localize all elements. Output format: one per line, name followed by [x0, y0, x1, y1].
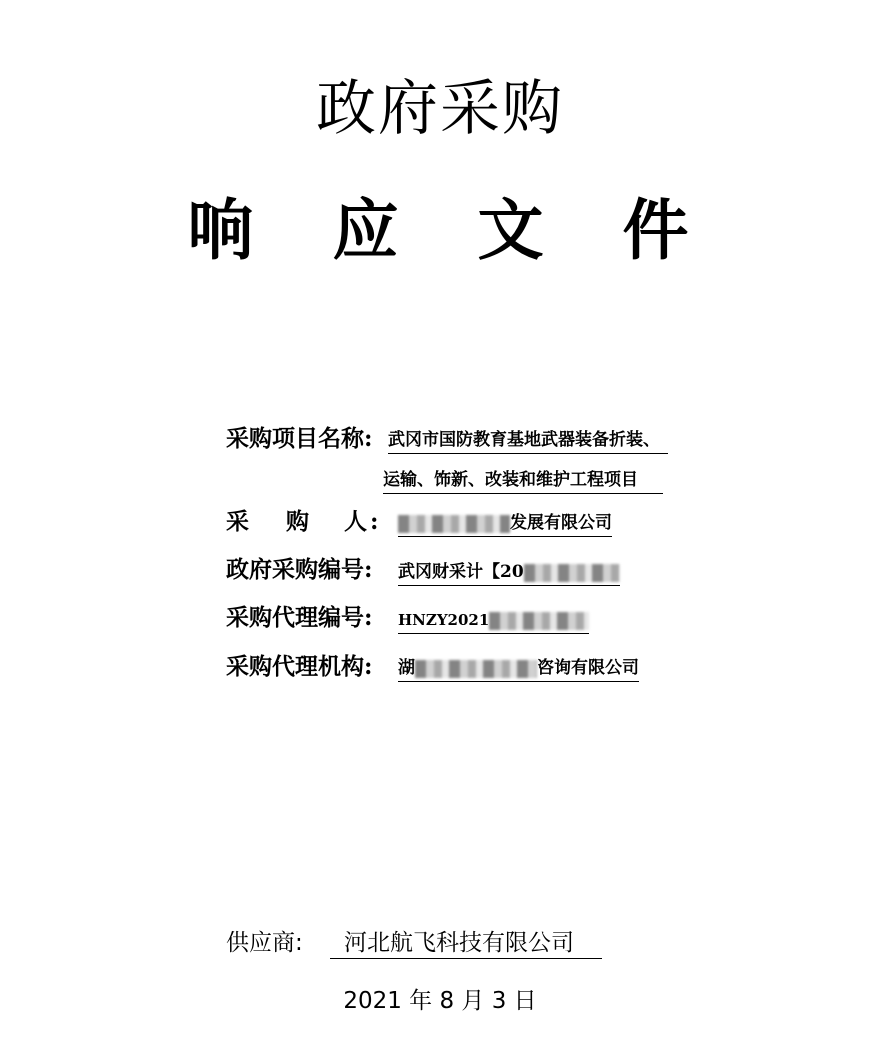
purchaser-value	[398, 511, 612, 537]
project-name-value-line1: 武冈市国防教育基地武器装备折装、	[388, 428, 668, 454]
supplier-value: 河北航飞科技有限公司	[330, 928, 602, 959]
purchaser-label-char-2: 购	[286, 508, 309, 535]
purchaser-label-char-1: 采	[226, 508, 249, 535]
gov-procurement-no-label: 政府采购编号:	[226, 556, 373, 583]
agency-no-prefix: HNZY2021	[398, 611, 490, 629]
gov-procurement-no-prefix: 武冈财采计【20	[398, 562, 524, 582]
gov-procurement-no-value	[398, 560, 620, 586]
redacted-block	[524, 564, 620, 582]
project-name-value-line2: 运输、饰新、改装和维护工程项目	[383, 468, 663, 494]
document-title: 政府采购	[316, 74, 564, 144]
purchaser-label-char-3: 人	[344, 508, 367, 535]
agency-no-label: 采购代理编号:	[226, 604, 373, 631]
redacted-block	[415, 660, 537, 678]
redacted-block	[398, 515, 510, 533]
supplier-label: 供应商:	[226, 930, 303, 956]
document-subtitle: 响 应 文 件	[187, 191, 717, 269]
agency-value	[398, 656, 639, 682]
agency-value-prefix: 湖	[398, 658, 415, 678]
agency-no-value	[398, 608, 589, 634]
document-date: 2021 年 8 月 3 日	[343, 988, 537, 1014]
purchaser-value-suffix: 发展有限公司	[510, 513, 612, 533]
agency-value-suffix: 咨询有限公司	[537, 658, 639, 678]
project-name-label: 采购项目名称:	[226, 425, 373, 452]
redacted-block	[489, 612, 589, 630]
agency-label: 采购代理机构:	[226, 653, 373, 680]
purchaser-label-char-4: :	[370, 508, 379, 535]
